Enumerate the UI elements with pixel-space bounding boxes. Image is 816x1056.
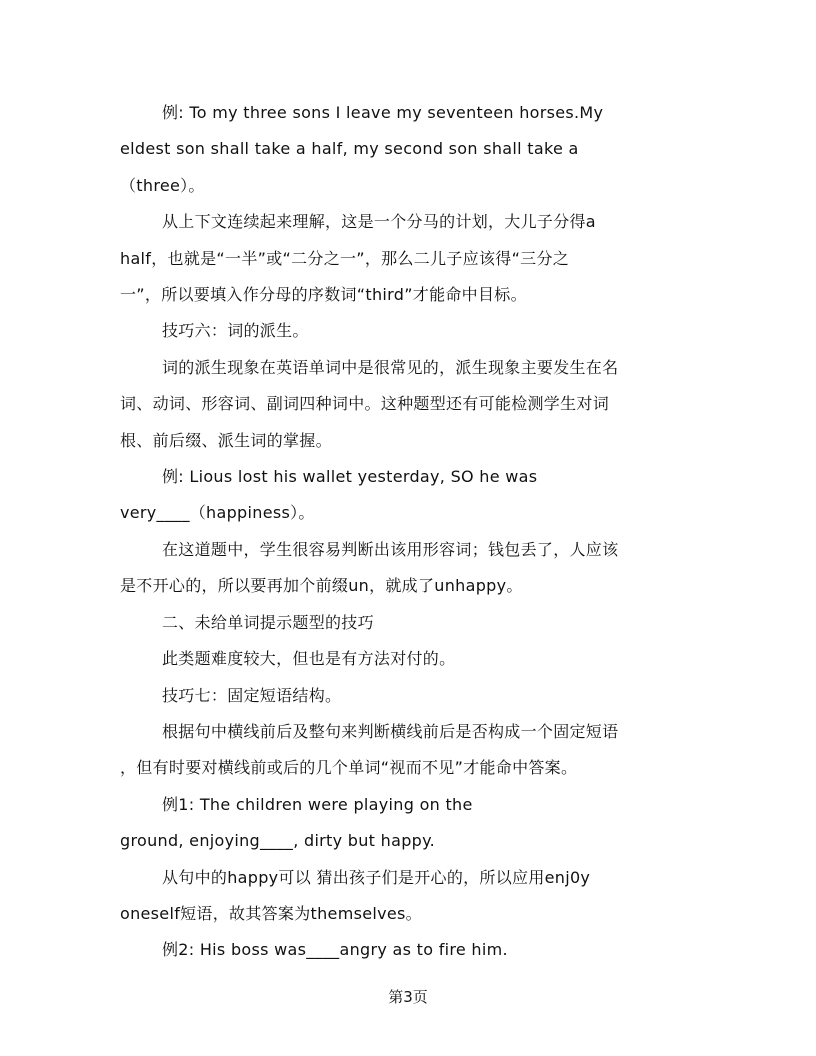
paragraph-line: 根、前后缀、派生词的掌握。 [120,430,332,450]
paragraph-line: 词、动词、形容词、副词四种词中。这种题型还有可能检测学生对词 [120,394,610,414]
page-number: 第3页 [388,988,428,1006]
example-line: 例1: The children were playing on the [162,794,473,814]
paragraph-line: 是不开心的，所以要再加个前缀un，就成了unhappy。 [120,576,523,596]
paragraph-line: half，也就是“一半”或“二分之一”，那么二儿子应该得“三分之 [120,248,570,268]
paragraph-line: 根据句中横线前后及整句来判断横线前后是否构成一个固定短语 [162,721,619,741]
section-heading: 二、未给单词提示题型的技巧 [162,612,374,632]
example-line: （three）。 [120,175,205,195]
paragraph-line: 从上下文连续起来理解，这是一个分马的计划，大儿子分得a [162,212,596,232]
paragraph-line: 此类题难度较大，但也是有方法对付的。 [162,649,456,669]
example-line: eldest son shall take a half, my second son shall take a [120,139,579,159]
example-line: 例: Lious lost his wallet yesterday, SO he was [162,467,538,487]
example-line: 例: To my three sons I leave my seventeen horses.My [162,103,604,122]
paragraph-line: oneself短语，故其答案为themselves。 [120,903,422,923]
section-heading: 技巧七：固定短语结构。 [162,685,342,705]
paragraph-line: 在这道题中，学生很容易判断出该用形容词；钱包丢了，人应该 [162,539,619,559]
paragraph-line: ，但有时要对横线前或后的几个单词“视而不见”才能命中答案。 [120,758,578,778]
example-line: ground, enjoying____, dirty but happy. [120,831,435,851]
example-line: 例2: His boss was____angry as to fire him. [162,940,508,960]
example-line: very____（happiness）。 [120,503,315,523]
paragraph-line: 一”，所以要填入作分母的序数词“third”才能命中目标。 [120,285,527,305]
section-heading: 技巧六：词的派生。 [162,321,309,341]
paragraph-line: 词的派生现象在英语单词中是很常见的，派生现象主要发生在名 [162,357,619,377]
document-body [120,95,685,969]
paragraph-line: 从句中的happy可以 猜出孩子们是开心的，所以应用enj0y [162,867,591,887]
